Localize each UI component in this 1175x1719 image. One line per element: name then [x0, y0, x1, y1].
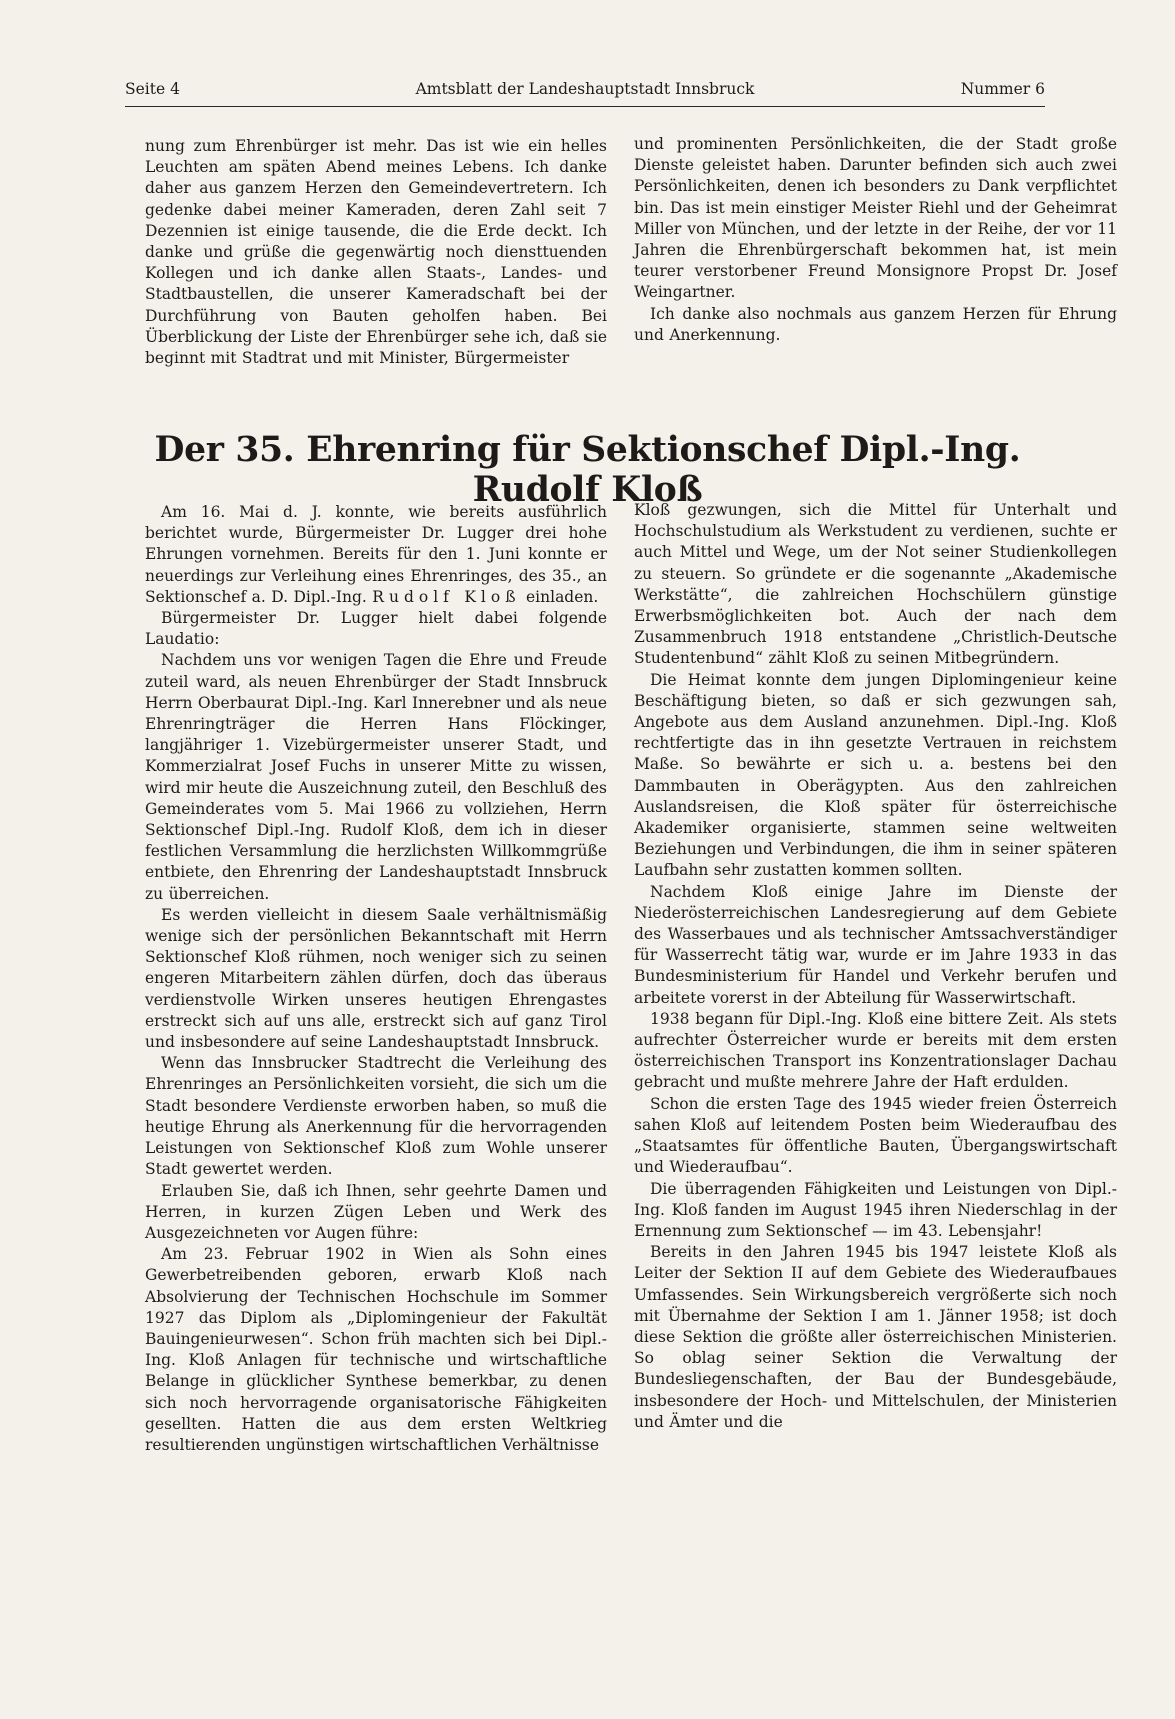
article-paragraph: Bürgermeister Dr. Lugger hielt dabei folgende Laudatio: — [145, 609, 607, 649]
intro-paragraph-left: nung zum Ehrenbürger ist mehr. Das ist wie ein helles Leuchten am späten Abend meines Lebens. Ich danke daher aus ganzem Herzen den Gemeindevertretern. Ich gedenke dabei meiner Kameraden, deren Zahl seit 7 Dezennien ist einige tausende, die die Erde deckt. Ich danke und grüße die gegenwärtig noch diensttuenden Kollegen und ich danke allen Staats-, Landes- und Stadtbaustellen, die unserer Kameradschaft bei der Durchführung von Bauten geholfen haben. Bei Überblickung der Liste der Ehrenbürger sehe ich, daß sie beginnt mit Stadtrat und mit Minister, Bürgermeister — [145, 137, 607, 368]
page-number-label: Seite 4 — [125, 80, 180, 98]
article-paragraph: Nachdem uns vor wenigen Tagen die Ehre und Freude zuteil ward, als neuen Ehrenbürger der Stadt Innsbruck Herrn Oberbaurat Dipl.-Ing. Karl Innerebner und als neue Ehrenringträger die Herren Hans Flöckinger, langjähriger 1. Vizebürgermeister unserer Stadt, und Kommerzialrat Josef Fuchs in unserer Mitte zu wissen, wird mir heute die Auszeichnung zuteil, den Beschluß des Gemeinderates vom 5. Mai 1966 zu vollziehen, Herrn Sektionschef Dipl.-Ing. Rudolf Kloß, dem ich in dieser festlichen Versammlung die herzlichsten Willkommgrüße entbiete, den Ehrenring der Landeshauptstadt Innsbruck zu überreichen. — [145, 651, 607, 903]
article-paragraph: Nachdem Kloß einige Jahre im Dienste der Niederösterreichischen Landesregierung auf dem Gebiete des Wasserbaues und als technischer Amtssachverständiger für Wasserrecht tätig war, wurde er im Jahre 1933 in das Bundesministerium für Handel und Verkehr berufen und arbeitete vorerst in der Abteilung für Wasserwirtschaft. — [634, 882, 1117, 1007]
running-header — [125, 78, 1045, 100]
article-headline: Der 35. Ehrenring für Sektionschef Dipl.-Ing. Rudolf Kloß — [154, 430, 1021, 510]
article-column-left — [145, 502, 607, 1456]
paragraph-text: einladen. — [526, 587, 599, 606]
intro-column-left — [145, 136, 607, 369]
publication-title: Amtsblatt der Landeshauptstadt Innsbruck — [415, 80, 755, 98]
intro-column-right — [634, 134, 1117, 346]
article-paragraph — [145, 502, 607, 608]
article-paragraph: Die Heimat konnte dem jungen Diplomingenieur keine Beschäftigung bieten, so daß er sich gezwungen sah, Angebote aus dem Ausland anzunehmen. Dipl.-Ing. Kloß rechtfertigte das in ihn gesetzte Vertrauen in reichstem Maße. So bewährte er sich u. a. bestens bei den Dammbauten in Oberägypten. Aus den zahlreichen Auslandsreisen, die Kloß später für österreichische Akademiker organisierte, stammen seine weltweiten Beziehungen und Verbindungen, die ihm in seiner späteren Laufbahn sehr zustatten kommen sollten. — [634, 670, 1117, 880]
article-paragraph: Bereits in den Jahren 1945 bis 1947 leistete Kloß als Leiter der Sektion II auf dem Gebiete des Wiederaufbaues Umfassendes. Sein Wirkungsbereich vergrößerte sich noch mit Übernahme der Sektion I am 1. Jänner 1958; ist doch diese Sektion die größte aller österreichischen Ministerien. So oblag seiner Sektion die Verwaltung der Bundesliegenschaften, der Bau der Bundesgebäude, insbesondere der Hoch- und Mittelschulen, der Ministerien und Ämter und die — [634, 1243, 1117, 1431]
article-column-right — [634, 500, 1117, 1433]
intro-paragraph-right-1: und prominenten Persönlichkeiten, die der Stadt große Dienste geleistet haben. Darunter befinden sich auch zwei Persönlichkeiten, denen ich besonders zu Dank verpflichtet bin. Das ist mein einstiger Meister Riehl und der Geheimrat Miller von München, und der letzte in der Reihe, der vor 11 Jahren die Ehrenbürgerschaft bekommen hat, ist mein teurer verstorbener Freund Monsignore Propst Dr. Josef Weingartner. — [634, 135, 1117, 302]
article-paragraph: Die überragenden Fähigkeiten und Leistungen von Dipl.-Ing. Kloß fanden im August 1945 ihren Niederschlag in der Ernennung zum Sektionschef — im 43. Lebensjahr! — [634, 1179, 1117, 1240]
article-paragraph: Wenn das Innsbrucker Stadtrecht die Verleihung des Ehrenringes an Persönlichkeiten vorsieht, die sich um die Stadt besondere Verdienste erworben haben, so muß die heutige Ehrung als Anerkennung für die hervorragenden Leistungen von Sektionschef Kloß zum Wohle unserer Stadt gewertet werden. — [145, 1054, 607, 1179]
article-paragraph: Erlauben Sie, daß ich Ihnen, sehr geehrte Damen und Herren, in kurzen Zügen Leben und Werk des Ausgezeichneten vor Augen führe: — [145, 1181, 607, 1242]
article-paragraph: Schon die ersten Tage des 1945 wieder freien Österreich sahen Kloß auf leitendem Posten beim Wiederaufbau des „Staatsamtes für öffentliche Bauten, Übergangswirtschaft und Wiederaufbau“. — [634, 1094, 1117, 1177]
article-paragraph: 1938 begann für Dipl.-Ing. Kloß eine bittere Zeit. Als stets aufrechter Österreicher wurde er bereits mit dem ersten österreichischen Transport ins Konzentrationslager Dachau gebracht und mußte mehrere Jahre der Haft erdulden. — [634, 1009, 1117, 1092]
intro-paragraph-right-2: Ich danke also nochmals aus ganzem Herzen für Ehrung und Anerkennung. — [634, 304, 1117, 344]
issue-number-label: Nummer 6 — [960, 80, 1045, 98]
article-paragraph: Es werden vielleicht in diesem Saale verhältnismäßig wenige sich der persönlichen Bekanntschaft mit Herrn Sektionschef Kloß rühmen, noch weniger sich zu seinen engeren Mitarbeitern zählen dürfen, doch das überaus verdienstvolle Wirken unseres heutigen Ehrengastes erstreckt sich auf uns alle, erstreckt sich auf ganz Tirol und insbesondere auf seine Landeshauptstadt Innsbruck. — [145, 905, 607, 1052]
article-paragraph: Kloß gezwungen, sich die Mittel für Unterhalt und Hochschulstudium als Werkstudent zu verdienen, suchte er auch Mittel und Wege, um der Not seiner Studienkollegen zu steuern. So gründete er die sogenannte „Akademische Werkstätte“, die zahlreichen Hochschülern günstige Erwerbsmöglichkeiten bot. Auch der nach dem Zusammenbruch 1918 entstandene „Christlich-Deutsche Studentenbund“ zählt Kloß zu seinen Mitbegründern. — [634, 501, 1117, 668]
header-rule — [125, 106, 1045, 107]
honoree-name: Rudolf Kloß — [372, 587, 521, 606]
paragraph-text: Am 16. Mai d. J. konnte, wie bereits ausführlich berichtet wurde, Bürgermeister Dr. Lugger drei hohe Ehrungen vornehmen. Bereits für den 1. Juni konnte er neuerdings zur Verleihung eines Ehrenringes, des 35., an Sektionschef a. D. Dipl.-Ing. — [145, 503, 607, 606]
article-paragraph: Am 23. Februar 1902 in Wien als Sohn eines Gewerbetreibenden geboren, erwarb Kloß nach Absolvierung der Technischen Hochschule im Sommer 1927 das Diplom als „Diplomingenieur der Fakultät Bauingenieurwesen“. Schon früh machten sich bei Dipl.-Ing. Kloß Anlagen für technische und wirtschaftliche Belange in glücklicher Synthese bemerkbar, zu denen sich noch hervorragende organisatorische Fähigkeiten gesellten. Hatten die aus dem ersten Weltkrieg resultierenden ungünstigen wirtschaftlichen Verhältnisse — [145, 1245, 607, 1454]
